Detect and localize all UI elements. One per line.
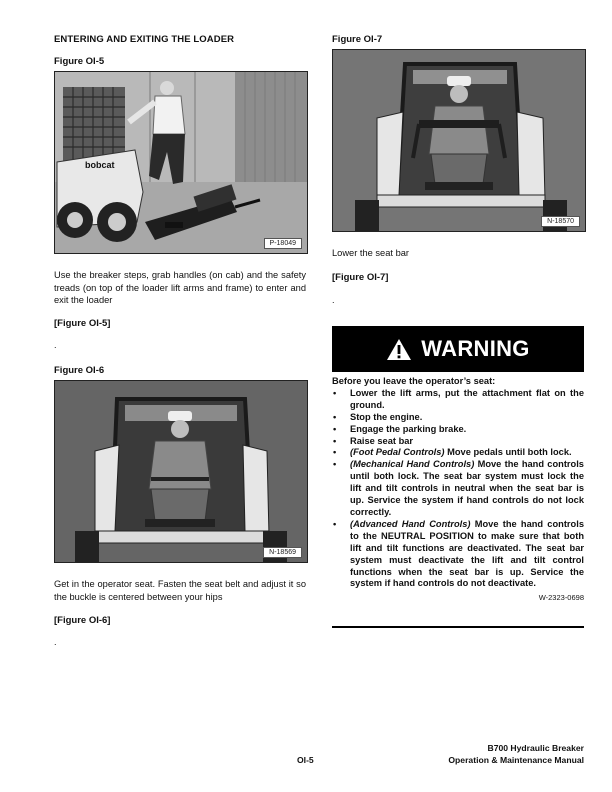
warning-code: W-2323-0698 [538,593,584,603]
figure-oi5-label: Figure OI-5 [54,56,105,67]
period-mark-2: . [54,637,57,647]
loader-entering-illustration [55,72,307,253]
seat-paragraph: Get in the operator seat. Fasten the seat belt and adjust it so the buckle is centered between your hips [54,579,306,602]
bobcat-decal: bobcat [85,160,115,170]
figure-oi6-code: N-18569 [263,547,302,558]
figure-oi6-label: Figure OI-6 [54,365,105,376]
warning-title: WARNING [421,336,530,361]
figure-oi5-code: P-18049 [264,238,302,249]
warning-content [332,376,584,604]
warning-banner [332,326,584,372]
page-number: OI-5 [297,755,314,765]
period-mark: . [54,340,57,350]
warning-item: • Raise seat bar [333,435,414,446]
section-heading: ENTERING AND EXITING THE LOADER [54,34,235,45]
warning-item: • Lower the lift arms, put the attachment flat on the ground. [333,387,584,410]
operator-seated-illustration [55,381,307,562]
figure-oi6-photo [54,380,308,563]
warning-item: • (Foot Pedal Controls) Move pedals until both lock. [333,447,572,458]
footer-product: B700 Hydraulic Breaker [487,743,584,753]
warning-item: • (Mechanical Hand Controls) Move the hand controls until both lock. The seat bar system must lock the lift and tilt controls in neutral when the seat bar is up. Service the system if hand controls do not lock correctly. [333,459,584,517]
figure-oi7-code: N-18570 [541,216,580,227]
figure-oi6-reference: [Figure OI-6] [54,615,111,626]
seat-bar-paragraph: Lower the seat bar [332,248,410,258]
period-mark-3: . [332,295,335,305]
warning-item: • (Advanced Hand Controls) Move the hand controls to the NEUTRAL POSITION to make sure that both lift and tilt functions are deactivated. The seat bar system must deactivate the lift and tilt control functions when the seat bar is up. Service the system if hand controls do not deactivate. [333,518,584,589]
seat-bar-lowered-illustration [333,50,585,231]
figure-oi5-reference: [Figure OI-5] [54,318,111,329]
figure-oi7-reference: [Figure OI-7] [332,272,389,283]
figure-oi7-label: Figure OI-7 [332,34,383,45]
warning-bottom-rule [332,626,584,628]
warning-intro: Before you leave the operator’s seat: [332,376,496,386]
warning-item: • Engage the parking brake. [333,423,467,434]
entering-paragraph: Use the breaker steps, grab handles (on cab) and the safety treads (on top of the loader lift arms and frame) to enter and exit the loader [54,270,306,305]
warning-item: • Stop the engine. [333,411,423,422]
warning-list [332,388,584,590]
footer-manual: Operation & Maintenance Manual [448,755,584,765]
figure-oi7-photo [332,49,586,232]
warning-triangle-icon [386,338,412,361]
figure-oi5-photo [54,71,308,254]
